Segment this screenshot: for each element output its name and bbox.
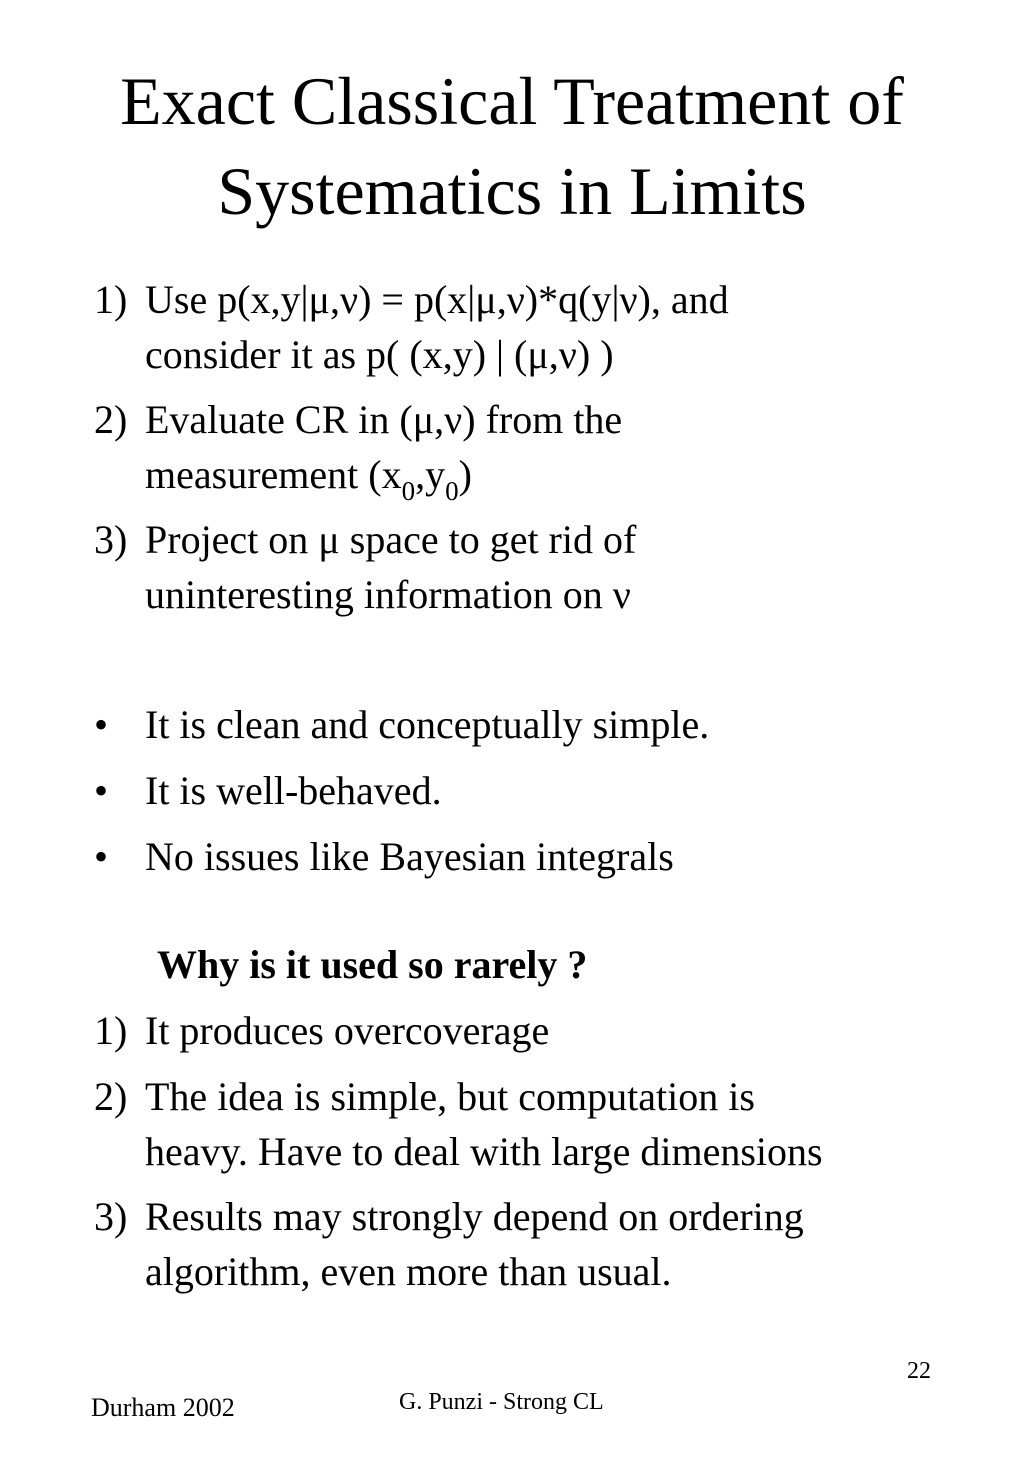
reason-line: heavy. Have to deal with large dimensions	[145, 1129, 823, 1174]
reason-number: 3)	[94, 1194, 128, 1239]
slide-title	[0, 56, 1024, 236]
step-item	[94, 392, 974, 507]
reason-line: The idea is simple, but computation is	[145, 1074, 755, 1119]
reason-item	[94, 1189, 974, 1299]
reason-item	[94, 1003, 974, 1058]
step-line	[145, 447, 974, 507]
step-number: 3)	[94, 517, 128, 562]
bullet-icon: •	[94, 834, 109, 879]
step-line: consider it as p( (x,y) | (μ,ν) )	[145, 332, 614, 377]
step-line: Use p(x,y|μ,ν) = p(x|μ,ν)*q(y|ν), and	[145, 277, 729, 322]
bullet-item	[94, 829, 974, 884]
bullet-icon: •	[94, 768, 109, 813]
subscript: 0	[401, 476, 416, 506]
page-number: 22	[907, 1358, 931, 1384]
bullet-item	[94, 763, 974, 818]
bullet-text: It is clean and conceptually simple.	[145, 702, 710, 747]
step-line: Project on μ space to get rid of	[145, 517, 637, 562]
footer-venue: Durham 2002	[91, 1393, 235, 1422]
reason-line: It produces overcoverage	[145, 1008, 550, 1053]
title-line-1: Exact Classical Treatment of	[120, 63, 904, 139]
step-text	[94, 512, 974, 622]
measurement-text: ,y	[415, 452, 446, 497]
step-line: Evaluate CR in (μ,ν) from the	[145, 397, 623, 442]
bullet-text: It is well-behaved.	[145, 768, 442, 813]
title-line-2: Systematics in Limits	[217, 153, 807, 229]
measurement-text: measurement (x	[145, 452, 402, 497]
reason-text	[94, 1069, 974, 1179]
reason-text	[94, 1189, 974, 1299]
reason-number: 1)	[94, 1008, 128, 1053]
question-heading: Why is it used so rarely ?	[157, 942, 588, 987]
bullet-text: No issues like Bayesian integrals	[145, 834, 674, 879]
reason-line: algorithm, even more than usual.	[145, 1249, 672, 1294]
bullet-icon: •	[94, 702, 109, 747]
step-number: 1)	[94, 277, 128, 322]
reason-line: Results may strongly depend on ordering	[145, 1194, 804, 1239]
step-number: 2)	[94, 397, 128, 442]
bullet-item	[94, 697, 974, 752]
step-line: uninteresting information on ν	[145, 572, 631, 617]
step-item	[94, 512, 974, 622]
subscript: 0	[445, 476, 459, 506]
footer-author: G. Punzi - Strong CL	[399, 1389, 604, 1415]
step-item	[94, 272, 974, 382]
reason-item	[94, 1069, 974, 1179]
measurement-text: )	[458, 452, 472, 497]
reason-text	[94, 1003, 974, 1058]
step-text	[94, 392, 974, 507]
reason-number: 2)	[94, 1074, 128, 1119]
step-text	[94, 272, 974, 382]
